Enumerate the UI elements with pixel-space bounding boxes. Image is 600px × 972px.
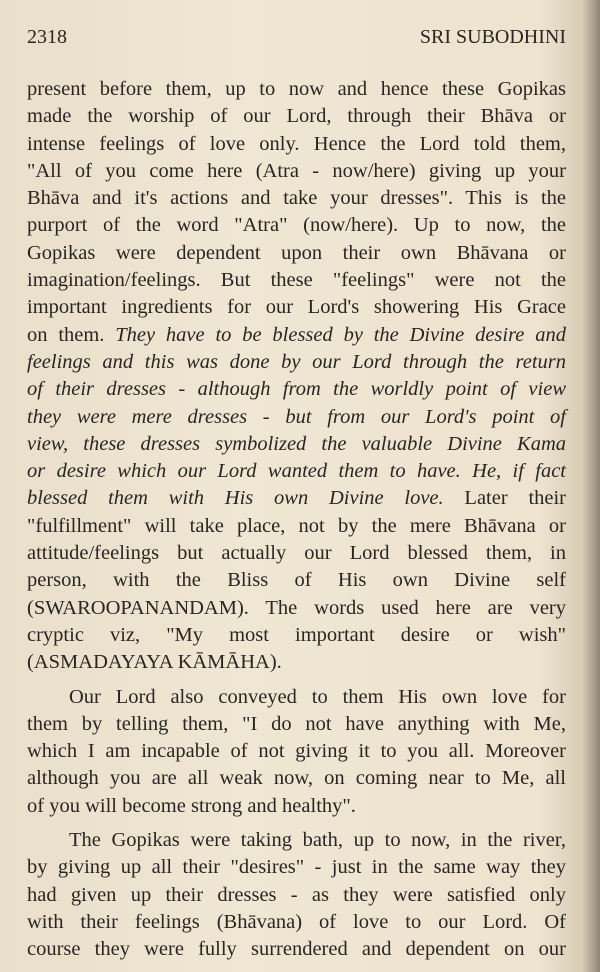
text-line [27,485,566,512]
text: on them. [27,323,116,346]
text: purport of the word "Atra" (now/here). Up to now, the [27,214,566,237]
text: made the worship of our Lord, through their Bhāva or [27,105,566,128]
text-line [27,540,566,567]
text-line [27,595,566,622]
text-line [27,212,566,239]
paragraph [27,827,566,963]
text: Later their [443,487,567,510]
text-line [27,567,566,594]
running-header [27,24,566,50]
text-line [27,431,566,458]
text-line [27,376,566,403]
text: important ingredients for our Lord's showering His Grace [27,296,566,319]
paragraph [27,684,566,820]
text-line [27,882,566,909]
text: The Gopikas were taking bath, up to now, in the river, [69,829,566,852]
text: Gopikas were dependent upon their own Bhāvana or [27,241,566,264]
text-line [27,404,566,431]
text-line [27,131,566,158]
text: intense feelings of love only. Hence the Lord told them, [27,132,566,155]
italic-text: They have to be blessed by the Divine desire and [115,323,566,346]
italic-text: they were mere dresses - but from our Lord's point of [27,405,566,428]
text-line [27,513,566,540]
text-line [27,622,566,649]
text: cryptic viz, "My most important desire or wish" [27,623,566,646]
page-number: 2318 [27,26,67,48]
text-line [27,322,566,349]
text-line [27,103,566,130]
text: of you will become strong and healthy". [27,794,356,817]
text-line [27,684,566,711]
text-line [27,294,566,321]
text: by giving up all their "desires" - just in the same way they [27,856,566,879]
text-line [27,458,566,485]
italic-text: view, these dresses symbolized the valuable Divine Kama [27,432,566,455]
text: with their feelings (Bhāvana) of love to our Lord. Of [27,910,566,933]
text: Bhāva and it's actions and take your dresses". This is the [27,187,566,210]
text-line [27,158,566,185]
italic-text: feelings and this was done by our Lord through the return [27,350,566,373]
text: (SWAROOPANANDAM). The words used here are very [27,596,566,619]
text-line [27,649,566,676]
italic-text: or desire which our Lord wanted them to have. He, if fact [27,460,566,483]
italic-text: of their dresses - although from the worldly point of view [27,378,566,401]
text: which I am incapable of not giving it to you all. Moreover [27,740,566,763]
text: course they were fully surrendered and dependent on our [27,938,566,961]
book-title: SRI SUBODHINI [419,26,566,48]
text: imagination/feelings. But these "feelings" were not the [27,269,566,292]
text-line [27,936,566,963]
text: had given up their dresses - as they were satisfied only [27,883,566,906]
text-line [27,185,566,212]
text-line [27,711,566,738]
text-line [27,76,566,103]
text: Our Lord also conveyed to them His own love for [69,685,566,708]
text: (ASMADAYAYA KĀMĀHA). [27,651,282,674]
text: attitude/feelings but actually our Lord blessed them, in [27,542,566,565]
text-line [27,267,566,294]
text-line [27,854,566,881]
text-line [27,738,566,765]
text: present before them, up to now and hence these Gopikas [27,78,566,100]
text-line [27,909,566,936]
paragraph [27,76,566,677]
text-line [27,240,566,267]
text: "fulfillment" will take place, not by the mere Bhāvana or [27,514,566,537]
page-body-text [27,76,566,964]
text-line [27,827,566,854]
text-line [27,765,566,792]
text: "All of you come here (Atra - now/here) giving up your [27,159,566,182]
text-line [27,793,566,820]
text: person, with the Bliss of His own Divine self [27,569,566,592]
text: although you are all weak now, on coming near to Me, all [27,767,566,790]
text-line [27,349,566,376]
text: them by telling them, "I do not have anything with Me, [27,712,566,735]
italic-text: blessed them with His own Divine love. [27,487,444,510]
